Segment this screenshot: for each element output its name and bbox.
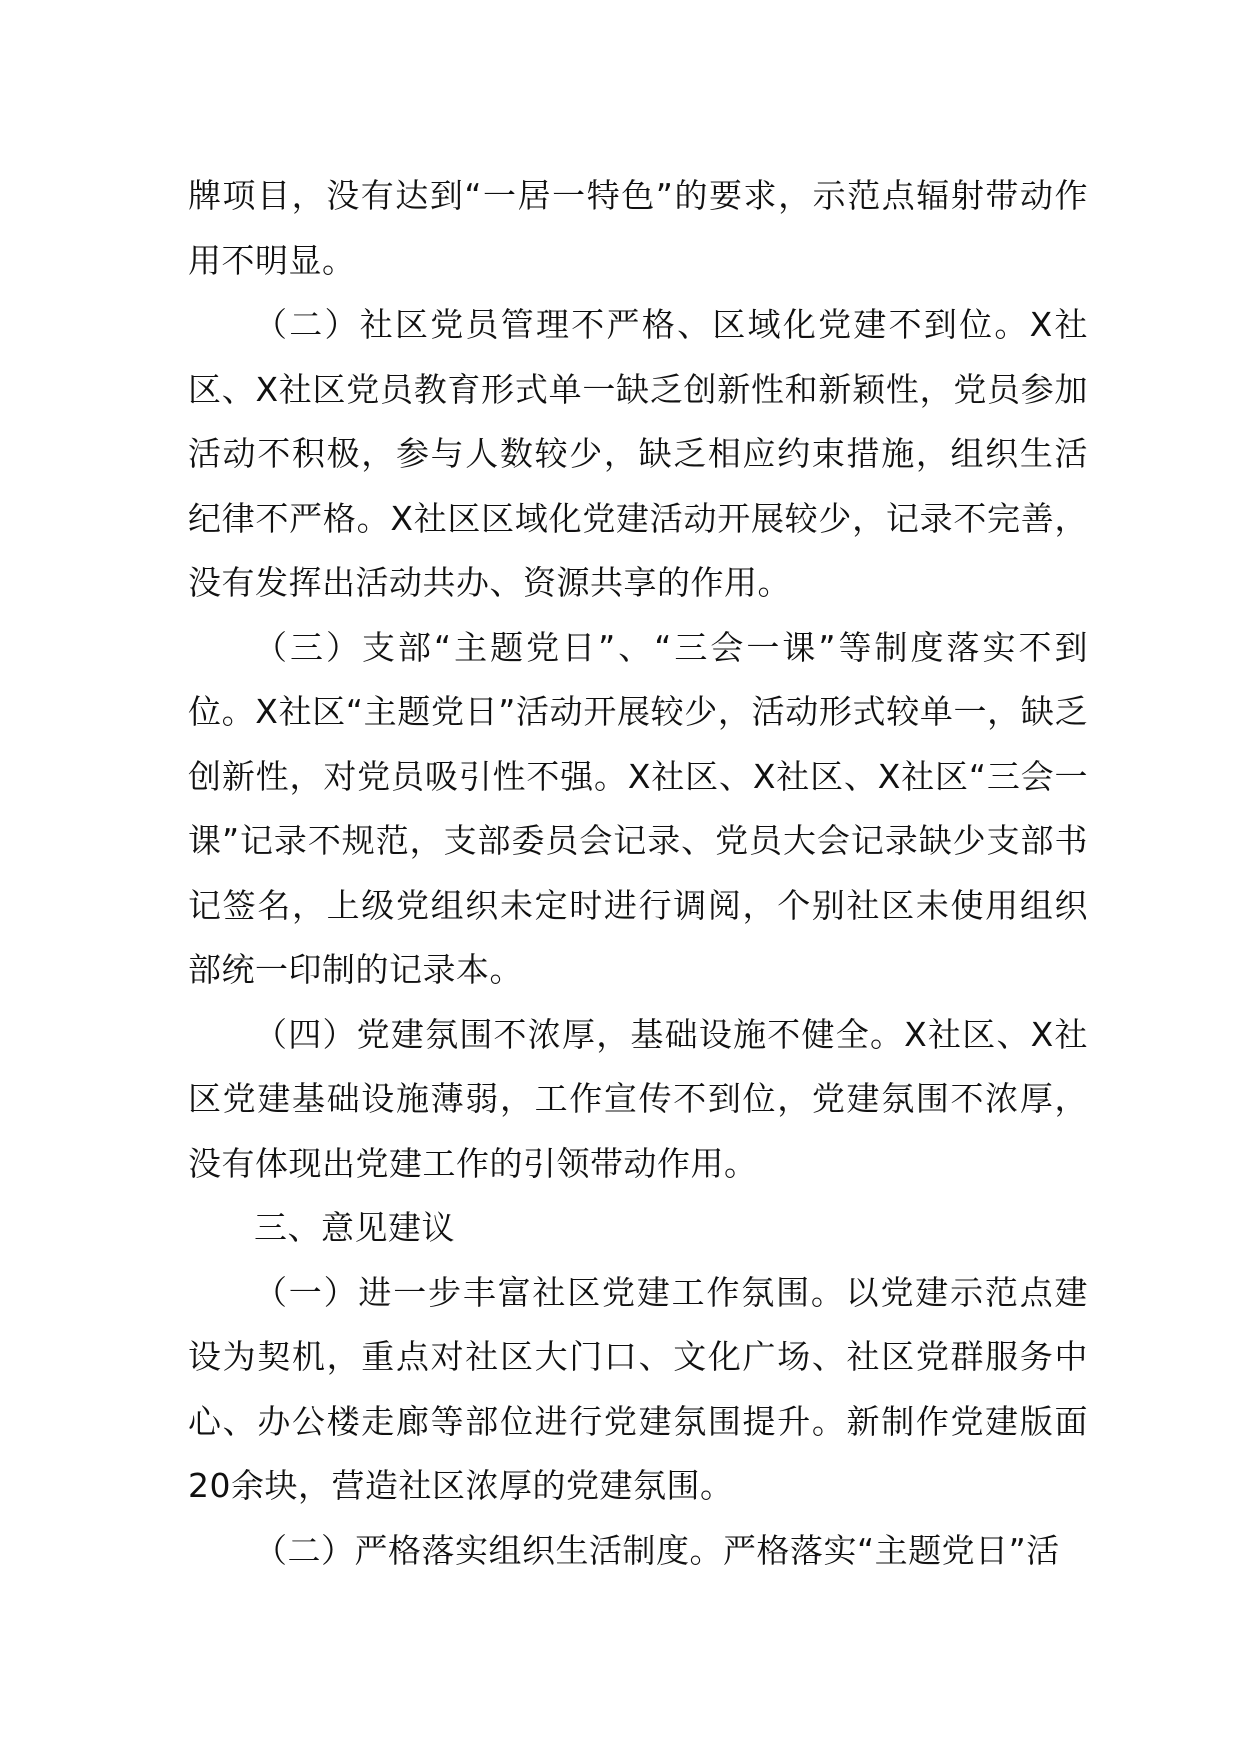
paragraph-suggestion-2: （二）严格落实组织生活制度。严格落实“主题党日”活 xyxy=(254,1530,1060,1570)
paragraph-issue-3: （三）支部“主题党日”、“三会一课”等制度落实不到位。X社区“主题党日”活动开展较少，活动形式较单一，缺乏创新性，对党员吸引性不强。X社区、X社区、X社区“三会一课”记录不规范，支部委员会记录、党员大会记录缺少支部书记签名，上级党组织未定时进行调阅，个别社区未使用组织部统一印制的记录本。 xyxy=(188,627,1088,989)
paragraph-issue-4: （四）党建氛围不浓厚，基础设施不健全。X社区、X社区党建基础设施薄弱，工作宣传不到位，党建氛围不浓厚，没有体现出党建工作的引领带动作用。 xyxy=(188,1014,1088,1183)
paragraph-suggestion-1: （一）进一步丰富社区党建工作氛围。以党建示范点建设为契机，重点对社区大门口、文化广场、社区党群服务中心、办公楼走廊等部位进行党建氛围提升。新制作党建版面20余块，营造社区浓厚的党建氛围。 xyxy=(188,1272,1088,1505)
document-body xyxy=(188,164,1088,1583)
paragraph-intro-continuation: 牌项目，没有达到“一居一特色”的要求，示范点辐射带动作用不明显。 xyxy=(188,176,1088,280)
section-heading-suggestions: 三、意见建议 xyxy=(254,1208,455,1247)
paragraph-issue-2: （二）社区党员管理不严格、区域化党建不到位。X社区、X社区党员教育形式单一缺乏创新性和新颖性，党员参加活动不积极，参与人数较少，缺乏相应约束措施，组织生活纪律不严格。X社区区域化党建活动开展较少，记录不完善，没有发挥出活动共办、资源共享的作用。 xyxy=(188,305,1088,602)
